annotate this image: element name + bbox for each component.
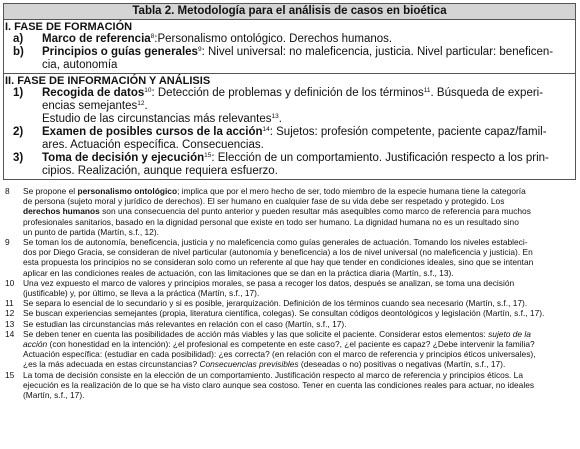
item-label: Toma de decisión y ejecución xyxy=(42,152,205,164)
item-marker: 3) xyxy=(13,152,24,164)
footnote-line: son una consecuencia del punto anterior y pueden resultar más asequibles como marco de referencia para muchos xyxy=(99,206,531,217)
footnote xyxy=(3,329,576,370)
item-label: Recogida de datos xyxy=(42,87,145,99)
footnote-number: 8 xyxy=(5,186,10,196)
footnote-text xyxy=(23,308,576,318)
item-text-cont: encias semejantes xyxy=(42,100,138,112)
item-body xyxy=(42,126,569,152)
footnote-ref: 10 xyxy=(144,87,152,94)
footnote-emphasis: Consecuencias previsibles xyxy=(199,359,299,370)
list-item xyxy=(5,87,569,126)
list-item xyxy=(5,126,569,152)
item-text: : Sujetos: profesión competente, paciente capaz/famil- xyxy=(269,126,547,138)
footnote-line: aplicar en las condiciones reales de actuación, con las limitaciones que se dan en la práctica diaria (Martín, s.f., 13). xyxy=(23,267,454,278)
footnote-emphasis: personalismo ontológico xyxy=(77,186,178,196)
footnote-emphasis: sujeto de la xyxy=(488,328,531,339)
item-body: Recogida de datos$^{10}$: Detección de problemas y definición de los términos$^{11}$. Búsqueda de experi- encias semejantes$^{12}$. Estudio de las circunstancias más relevantes$^{13}$. xyxy=(42,87,544,125)
footnote-ref: 14 xyxy=(262,126,270,133)
footnote-line: un punto de partida (Martín, s.f., 12). xyxy=(23,226,159,237)
list-item xyxy=(5,46,569,72)
footnote-line: (justificable) y, por último, se lleva a la práctica (Martín, s.f., 17). xyxy=(23,288,260,299)
methodology-table xyxy=(3,3,576,180)
footnote-text xyxy=(23,298,576,308)
item-label: Principios o guías generales xyxy=(42,46,198,58)
footnote-line: Actuación específica: (estudiar en cada posibilidad): ¿es correcta? (en relación con el marco de referencia y principios éticos universales), xyxy=(23,349,536,360)
item-marker: a) xyxy=(13,33,24,45)
footnote-number: 14 xyxy=(5,328,15,339)
item-body xyxy=(42,46,569,72)
footnote-line: Una vez expuesto el marco de valores y principios morales, se pasa a recoger los datos, después se analizan, se toma una decisión xyxy=(23,277,515,288)
footnote-text xyxy=(23,370,576,401)
footnote-text xyxy=(23,278,576,298)
item-text: : Detección de problemas y definición de los términos xyxy=(151,87,424,99)
footnote-line: ; implica que por el mero hecho de ser, todo miembro de la especie humana tiene la categoría xyxy=(177,186,526,196)
item-text-cont: Estudio de las circunstancias más relevantes xyxy=(42,113,272,125)
item-label: Marco de referencia xyxy=(42,33,151,45)
footnote-number: 10 xyxy=(5,277,15,288)
footnote-line: Se buscan experiencias semejantes (propia, literatura científica, colegas). Se consultan códigos deontológicos y legislación (Martín, s.f., 17). xyxy=(23,308,545,319)
item-body xyxy=(42,152,569,178)
footnote-line: dos por Diego Gracia, se consideran de nivel particular (autonomía y beneficencia) a los de nivel universal (no maleficencia y justicia). En xyxy=(23,247,533,258)
footnote-ref: 9 xyxy=(197,46,202,53)
footnote-text xyxy=(23,186,576,237)
footnote xyxy=(3,278,576,298)
footnote-number: 15 xyxy=(5,369,15,380)
footnote-line: ejecución es la realización de lo que se ha visto claro aunque sea costoso. Tener en cuenta las condiciones reales para actuar, no ideales xyxy=(23,379,535,390)
footnote-number: 12 xyxy=(5,308,15,319)
footnote-line: Se propone el xyxy=(23,186,78,196)
item-body xyxy=(42,33,569,46)
footnote-number: 9 xyxy=(5,237,10,248)
item-text: . Búsqueda de experi- xyxy=(430,87,544,99)
footnote-number: 13 xyxy=(5,318,15,329)
footnote-line: (deseadas o no) positivas o negativas (Martín, s.f., 17). xyxy=(298,359,506,370)
footnote-line: de persona (sujeto moral y jurídico de derechos). El ser humano en cualquier fase de su vida debe ser respetado y protegido. Los xyxy=(23,196,505,207)
footnote-line: ¿es la más adecuada en estas circunstancias? xyxy=(23,359,200,370)
section-heading: I. FASE DE FORMACIÓN xyxy=(5,21,133,33)
section-information xyxy=(4,74,575,179)
item-text: : Nivel universal: no maleficencia, justicia. Nivel particular: beneficen- xyxy=(201,46,554,58)
item-text: :Personalismo ontológico. Derechos humanos. xyxy=(154,33,393,45)
footnotes xyxy=(3,186,576,400)
footnote-line: Se toman los de autonomía, beneficencia, justicia y no maleficencia como guías generales de actuación. Tomando los niveles estableci- xyxy=(23,237,528,248)
footnote-text xyxy=(23,329,576,370)
list-item xyxy=(5,33,569,46)
section-heading: II. FASE DE INFORMACIÓN Y ANÁLISIS xyxy=(5,75,211,87)
footnote-text xyxy=(23,237,576,278)
item-text-cont: cipios. Realización, aunque requiera esfuerzo. xyxy=(42,165,278,177)
footnote-ref: 12 xyxy=(137,100,145,107)
footnote-emphasis: derechos humanos xyxy=(23,206,100,217)
footnote xyxy=(3,370,576,401)
item-text: : Elección de un comportamiento. Justificación respecto a los prin- xyxy=(211,152,549,164)
footnote-emphasis: acción xyxy=(23,339,48,350)
item-label: Examen de posibles cursos de la acción xyxy=(42,126,263,138)
footnote-ref: 13 xyxy=(271,113,279,120)
footnote-line: (con honestidad en la intención): ¿el profesional es competente en este caso?, ¿el paciente es capaz? ¿Debe intervenir la familia? xyxy=(47,339,535,350)
footnote-line: Se estudian las circunstancias más relevantes en relación con el caso (Martín, s.f., 17). xyxy=(23,318,347,329)
footnote-ref: 15 xyxy=(204,152,212,159)
item-text-cont: ares. Actuación específica. Consecuencias. xyxy=(42,139,264,151)
table-title: Tabla 2. Metodología para el análisis de casos en bioética xyxy=(4,4,575,20)
item-marker: 1) xyxy=(13,87,24,99)
footnote xyxy=(3,186,576,237)
footnote-ref: 11 xyxy=(423,87,431,94)
item-marker: b) xyxy=(13,46,24,58)
item-text-cont: cia, autonomía xyxy=(42,59,118,71)
item-marker: 2) xyxy=(13,126,24,138)
section-formation xyxy=(4,20,575,74)
footnote-ref: 8 xyxy=(150,33,155,40)
document-page xyxy=(3,3,576,400)
footnote-line: (Martín, s.f., 17). xyxy=(23,390,85,401)
footnote xyxy=(3,298,576,308)
footnote-line: Se separa lo esencial de lo secundario y si es posible, jerarquización. Definición de los términos cuando sea necesario (Martín, s.f., 17). xyxy=(23,298,528,309)
footnote-line: esta propuesta los principios no se consideran solo como un referente al que hay que tender en condiciones ideales, sino que se intentan xyxy=(23,257,534,268)
footnote-text xyxy=(23,319,576,329)
footnote xyxy=(3,308,576,318)
footnote-number: 11 xyxy=(5,298,14,309)
footnote xyxy=(3,237,576,278)
footnote-line: profesionales sanitarios, basado en la dignidad personal que existe en todo ser humano. La dignidad humana no es un resultado sino xyxy=(23,216,519,227)
footnote xyxy=(3,319,576,329)
footnote-line: Se deben tener en cuenta las posibilidades de acción más viables y las que solicite el paciente. Considerar estos elementos: xyxy=(23,328,489,339)
footnote-line: La toma de decisión consiste en la elección de un comportamiento. Justificación respecto al marco de referencia y principios éticos. La xyxy=(23,369,523,380)
list-item xyxy=(5,152,569,178)
